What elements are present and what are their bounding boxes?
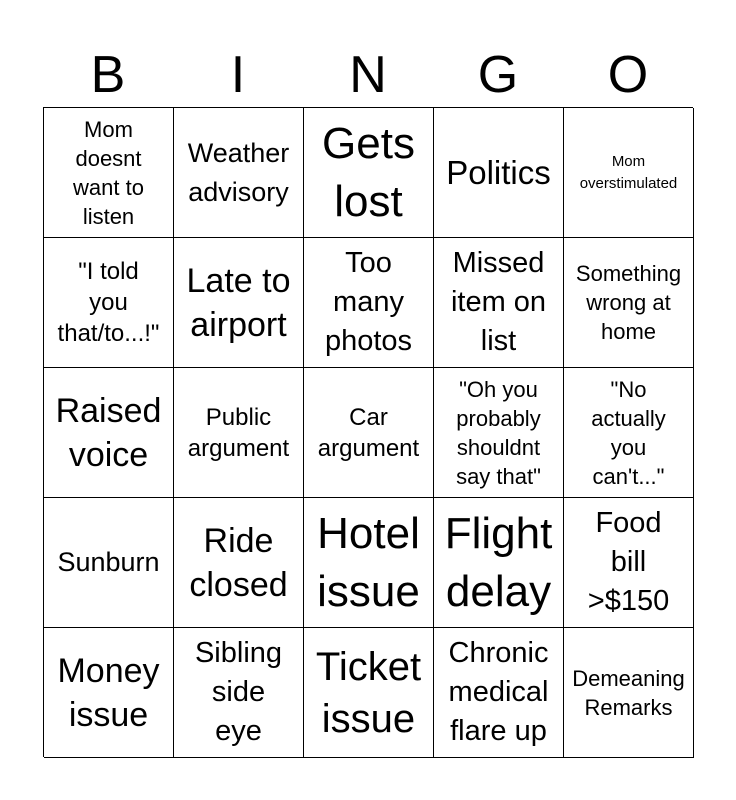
bingo-cell[interactable] [564,628,694,758]
cell-text: Ride closed [189,521,288,604]
bingo-cell[interactable] [434,628,564,758]
cell-text: Too many photos [324,247,413,357]
bingo-cell[interactable] [44,498,174,628]
bingo-cell[interactable] [174,238,304,368]
header-letter-i: I [230,46,246,104]
bingo-cell[interactable] [564,108,694,238]
cell-text: Something wrong at home [575,261,682,344]
bingo-cell[interactable] [564,368,694,498]
cell-text: Demeaning Remarks [572,665,685,720]
cell-text: Chronic medical flare up [448,637,549,747]
bingo-cell[interactable] [174,498,304,628]
cell-text: Gets lost [322,118,415,226]
cell-text: Missed item on list [450,247,547,357]
bingo-cell[interactable] [174,108,304,238]
cell-text: "I told you that/to...!" [57,258,160,347]
bingo-cell[interactable] [304,498,434,628]
cell-text: Money issue [57,651,160,734]
cell-text: Sunburn [57,547,160,577]
header-letter-n: N [349,46,387,104]
bingo-board [43,107,693,757]
cell-text: Sibling side eye [194,637,283,747]
bingo-cell[interactable] [304,628,434,758]
header-letter-b: B [90,46,126,104]
cell-text: "Oh you probably shouldnt say that" [456,376,541,489]
bingo-cell[interactable] [44,628,174,758]
bingo-cell[interactable] [304,238,434,368]
cell-text: Ticket issue [315,644,422,741]
cell-text: Mom doesnt want to listen [73,116,144,229]
bingo-cell[interactable] [434,238,564,368]
bingo-header [43,44,693,106]
bingo-cell[interactable] [44,238,174,368]
bingo-cell[interactable] [174,368,304,498]
bingo-cell[interactable] [434,108,564,238]
bingo-cell[interactable] [174,628,304,758]
cell-text: "No actually you can't..." [591,376,666,489]
cell-text: Car argument [317,403,420,462]
bingo-cell[interactable] [434,498,564,628]
bingo-cell[interactable] [44,368,174,498]
cell-text: Public argument [187,403,290,462]
bingo-cell[interactable] [434,368,564,498]
bingo-cell[interactable] [304,368,434,498]
bingo-cell[interactable] [44,108,174,238]
bingo-cell[interactable] [564,238,694,368]
header-letter-g: G [477,46,519,104]
cell-text: Mom overstimulated [579,152,678,192]
cell-text: Weather advisory [187,137,290,207]
cell-text: Late to airport [186,261,291,344]
cell-text: Raised voice [55,391,162,474]
header-letter-o: O [607,46,649,104]
cell-text: Flight delay [444,508,553,616]
cell-text: Politics [446,153,551,191]
bingo-cell[interactable] [304,108,434,238]
bingo-cell[interactable] [564,498,694,628]
cell-text: Food bill >$150 [587,507,670,617]
cell-text: Hotel issue [317,508,420,616]
